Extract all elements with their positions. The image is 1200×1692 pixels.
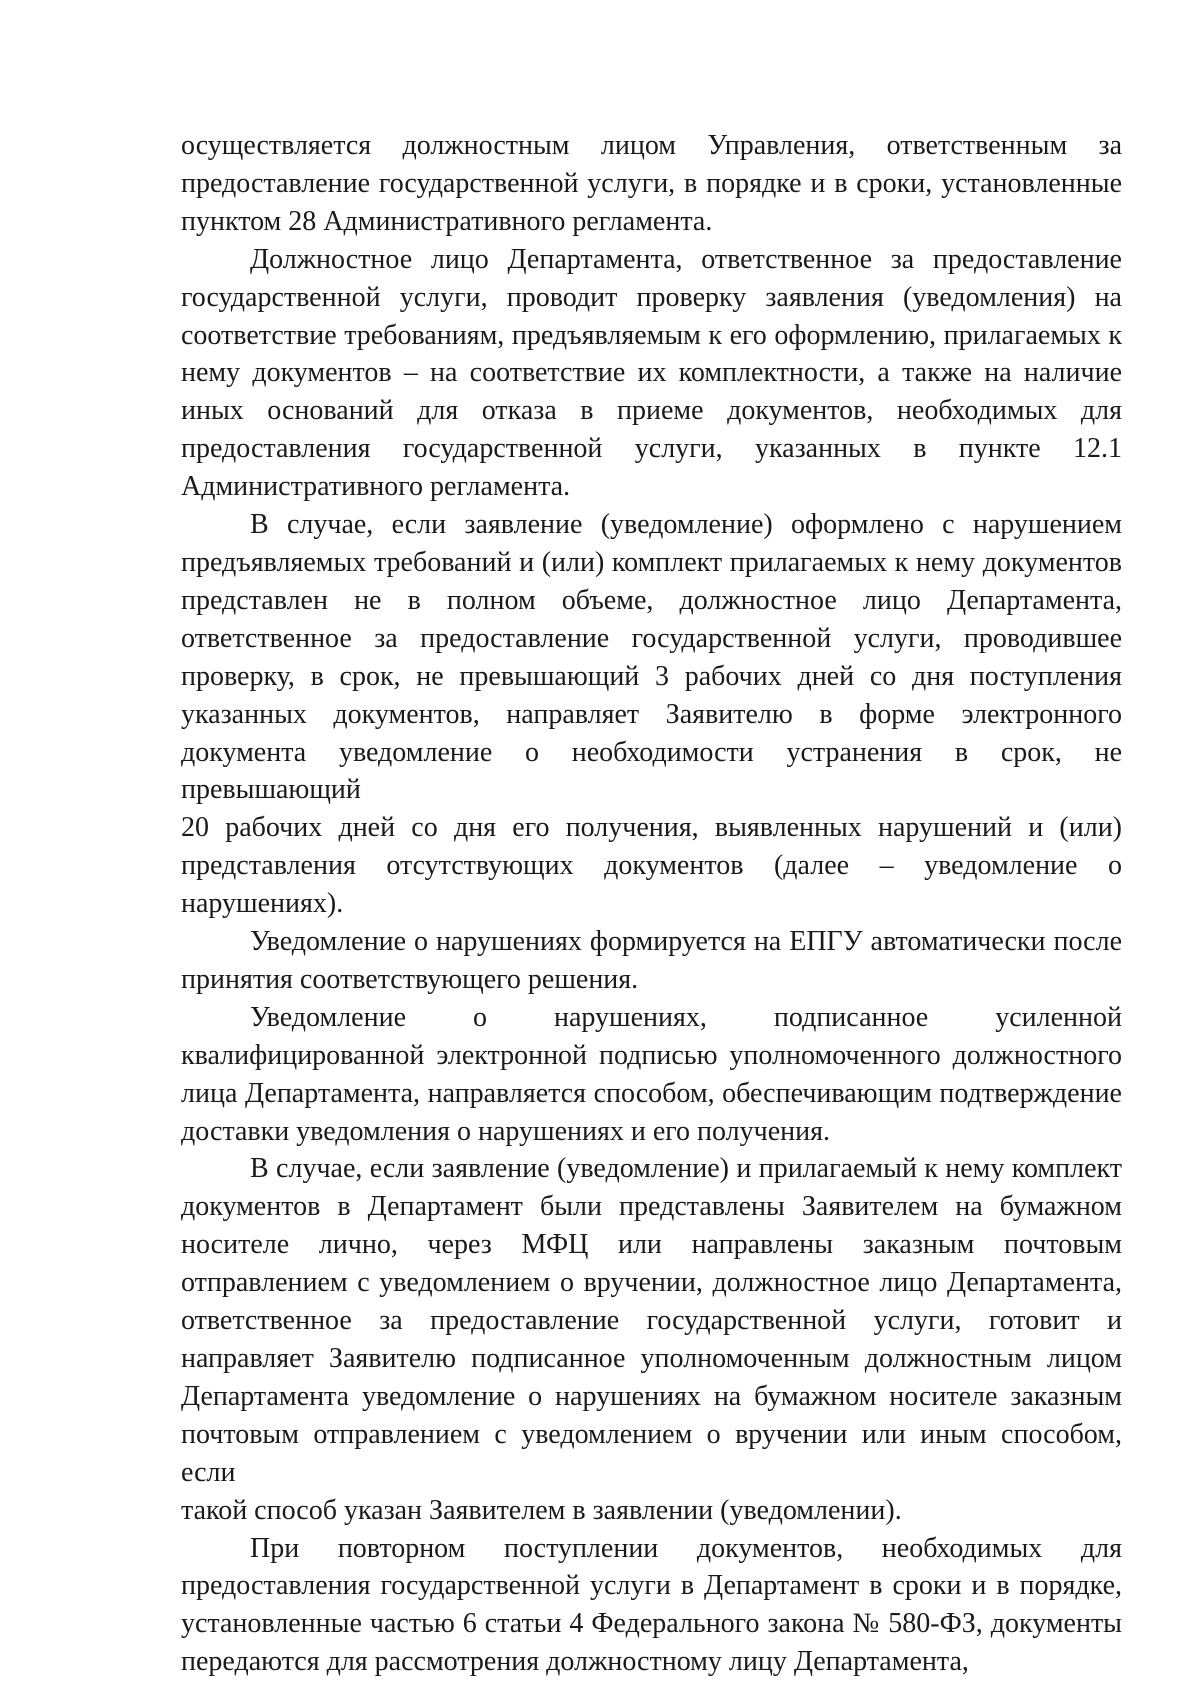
paragraph bbox=[181, 506, 1122, 923]
text-line: отправлением с уведомлением о вручении, должностное лицо Департамента, bbox=[181, 1267, 1122, 1299]
text-line: предоставления государственной услуги, указанных в пункте 12.1 bbox=[181, 433, 1122, 465]
text-line: предоставление государственной услуги, в порядке и в сроки, установленные bbox=[181, 167, 1122, 199]
text-line: В случае, если заявление (уведомление) оформлено с нарушением bbox=[250, 509, 1122, 541]
text-line: документов в Департамент были представлены Заявителем на бумажном bbox=[181, 1191, 1122, 1223]
text-line: Административного регламента. bbox=[181, 471, 571, 503]
paragraph bbox=[181, 1150, 1122, 1529]
text-line: носителе лично, через МФЦ или направлены заказным почтовым bbox=[181, 1229, 1122, 1261]
paragraph bbox=[181, 1530, 1122, 1682]
text-line: направляет Заявителю подписанное уполномоченным должностным лицом bbox=[181, 1343, 1122, 1374]
text-line: лица Департамента, направляется способом, обеспечивающим подтверждение bbox=[181, 1077, 1122, 1109]
text-line: иных оснований для отказа в приеме документов, необходимых для bbox=[181, 395, 1122, 427]
paragraph bbox=[181, 999, 1122, 1151]
text-line: квалифицированной электронной подписью уполномоченного должностного bbox=[181, 1039, 1122, 1071]
text-line: доставки уведомления о нарушениях и его получения. bbox=[181, 1115, 831, 1147]
text-line: принятия соответствующего решения. bbox=[181, 963, 639, 995]
text-line: проверку, в срок, не превышающий 3 рабочих дней со дня поступления bbox=[181, 660, 1122, 692]
paragraph bbox=[181, 241, 1122, 506]
text-line: В случае, если заявление (уведомление) и прилагаемый к нему комплект bbox=[250, 1153, 1122, 1185]
text-line: осуществляется должностным лицом Управления, ответственным за bbox=[181, 130, 1122, 161]
text-line: нарушениях). bbox=[181, 888, 344, 920]
text-line: почтовым отправлением с уведомлением о вручении или иным способом, если bbox=[181, 1418, 1122, 1488]
text-line: представления отсутствующих документов (далее – уведомление о bbox=[181, 850, 1122, 882]
text-line: 20 рабочих дней со дня его получения, выявленных нарушений и (или) bbox=[181, 812, 1122, 844]
text-line: нему документов – на соответствие их комплектности, а также на наличие bbox=[181, 357, 1122, 389]
text-line: государственной услуги, проводит проверку заявления (уведомления) на bbox=[181, 281, 1122, 313]
text-line: соответствие требованиям, предъявляемым к его оформлению, прилагаемых к bbox=[181, 319, 1122, 351]
text-line: документа уведомление о необходимости устранения в срок, не превышающий bbox=[181, 736, 1122, 806]
text-line: ответственное за предоставление государственной услуги, проводившее bbox=[181, 622, 1122, 654]
text-line: Уведомление о нарушениях, подписанное усиленной bbox=[250, 1001, 1122, 1033]
document-body bbox=[181, 127, 1122, 1681]
text-line: передаются для рассмотрения должностному лицу Департамента, bbox=[181, 1646, 969, 1678]
text-line: представлен не в полном объеме, должностное лицо Департамента, bbox=[181, 584, 1122, 616]
text-line: такой способ указан Заявителем в заявлении (уведомлении). bbox=[181, 1494, 902, 1526]
text-line: При повторном поступлении документов, необходимых для bbox=[250, 1532, 1122, 1564]
text-line: Должностное лицо Департамента, ответственное за предоставление bbox=[250, 243, 1122, 275]
paragraph bbox=[181, 127, 1122, 241]
text-line: ответственное за предоставление государственной услуги, готовит и bbox=[181, 1305, 1122, 1337]
text-line: предъявляемых требований и (или) комплект прилагаемых к нему документов bbox=[181, 546, 1122, 578]
text-line: указанных документов, направляет Заявителю в форме электронного bbox=[181, 698, 1122, 730]
text-line: предоставления государственной услуги в Департамент в сроки и в порядке, bbox=[181, 1570, 1122, 1602]
text-line: Уведомление о нарушениях формируется на ЕПГУ автоматически после bbox=[250, 926, 1122, 958]
text-line: пунктом 28 Административного регламента. bbox=[181, 205, 713, 237]
text-line: Департамента уведомление о нарушениях на бумажном носителе заказным bbox=[181, 1380, 1122, 1412]
text-line: установленные частью 6 статьи 4 Федерального закона № 580-ФЗ, документы bbox=[181, 1608, 1122, 1640]
paragraph bbox=[181, 923, 1122, 999]
